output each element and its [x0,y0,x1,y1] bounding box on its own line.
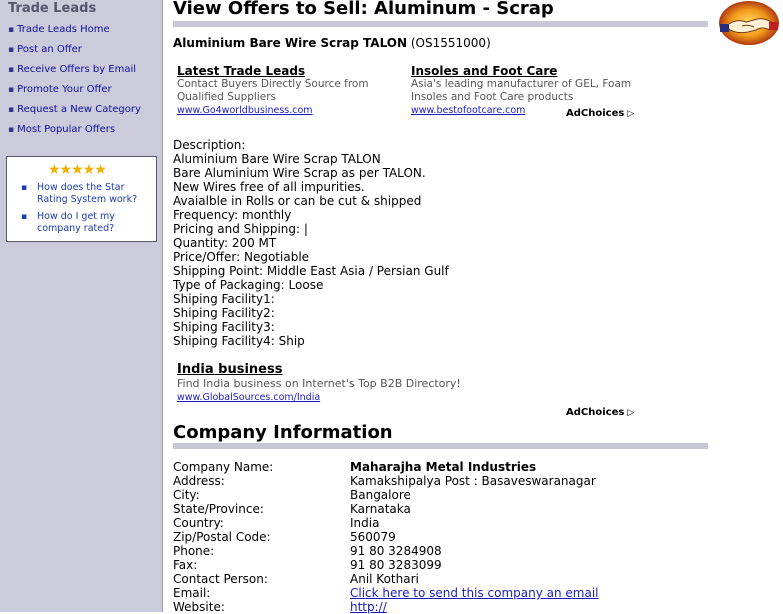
star-rating-help-link[interactable]: ▪ How does the Star Rating System work? [21,182,153,206]
adchoices-button-bottom[interactable]: AdChoices ▷ [566,407,635,418]
bullet-icon: ▪ [8,125,15,135]
email-company-link[interactable]: Click here to send this company an email [350,586,599,600]
product-heading [173,36,491,50]
description-line: Avaialble in Rolls or can be cut & shipped [173,194,422,208]
star-rating-box [6,156,157,242]
sidebar-link-post-offer[interactable]: ▪ Post an Offer [8,44,82,55]
company-rated-help-link[interactable]: ▪ How do I get my company rated? [21,211,153,235]
sidebar-title: Trade Leads [8,1,97,16]
sidebar-link-receive-offers[interactable]: ▪ Receive Offers by Email [8,64,137,75]
website-link[interactable]: http:// [350,600,387,614]
company-name: Maharajha Metal Industries [350,460,537,474]
ad-url[interactable]: www.Go4worldbusiness.com [177,105,313,116]
ad-text: Find India business on Internet's Top B2B Directory! [177,377,461,390]
company-info-heading: Company Information [173,422,393,443]
section-divider [173,443,708,449]
description-line: Description: [173,138,246,152]
description-line: Price/Offer: Negotiable [173,250,310,264]
ad-url[interactable]: www.GlobalSources.com/India [177,392,321,403]
sidebar-link-trade-leads-home[interactable]: ▪ Trade Leads Home [8,24,110,35]
description-line: Frequency: monthly [173,208,292,222]
bullet-icon: ▪ [8,65,15,75]
description-line: Shiping Facility3: [173,320,275,334]
ad-title[interactable]: India business [177,362,283,377]
sidebar [0,0,163,612]
ad-url[interactable]: www.bestofootcare.com [411,105,526,116]
bullet-icon: ▪ [8,105,15,115]
ad-title[interactable]: Latest Trade Leads [177,64,306,78]
description-line: Shipping Point: Middle East Asia / Persian Gulf [173,264,449,278]
sidebar-link-promote-offer[interactable]: ▪ Promote Your Offer [8,84,112,95]
ad-india-business[interactable] [177,363,537,404]
product-code: (OS1551000) [410,36,491,50]
five-star-icon: ★★★★★ [48,162,106,178]
sidebar-link-popular-offers[interactable]: ▪ Most Popular Offers [8,124,116,135]
bullet-icon: ▪ [8,85,15,95]
sidebar-link-request-category[interactable]: ▪ Request a New Category [8,104,141,115]
ad-text: Asia's leading manufacturer of GEL, Foam Insoles and Foot Care products [411,78,632,103]
description-line: Pricing and Shipping: | [173,222,308,236]
description-line: Type of Packaging: Loose [173,278,324,292]
sidebar-links [8,23,141,143]
offer-description [173,138,449,348]
description-line: Aluminium Bare Wire Scrap TALON [173,152,381,166]
bullet-icon: ▪ [8,45,15,55]
adchoices-button-top[interactable]: AdChoices ▷ [566,108,635,119]
description-line: Bare Aluminium Wire Scrap as per TALON. [173,166,426,180]
ad-latest-trade-leads[interactable] [177,64,397,117]
bullet-icon: ▪ [8,25,15,35]
description-line: Shiping Facility1: [173,292,275,306]
page-title: View Offers to Sell: Aluminum - Scrap [173,0,554,19]
description-line: New Wires free of all impurities. [173,180,365,194]
adchoices-icon: ▷ [627,109,635,119]
title-divider [173,21,708,27]
description-line: Shiping Facility2: [173,306,275,320]
description-line: Quantity: 200 MT [173,236,277,250]
ad-title[interactable]: Insoles and Foot Care [411,64,558,78]
ad-text: Contact Buyers Directly Source from Qualified Suppliers [177,78,369,103]
handshake-logo-icon [718,0,780,46]
description-line: Shiping Facility4: Ship [173,334,305,348]
adchoices-icon: ▷ [627,408,635,418]
product-name: Aluminium Bare Wire Scrap TALON [173,36,408,50]
